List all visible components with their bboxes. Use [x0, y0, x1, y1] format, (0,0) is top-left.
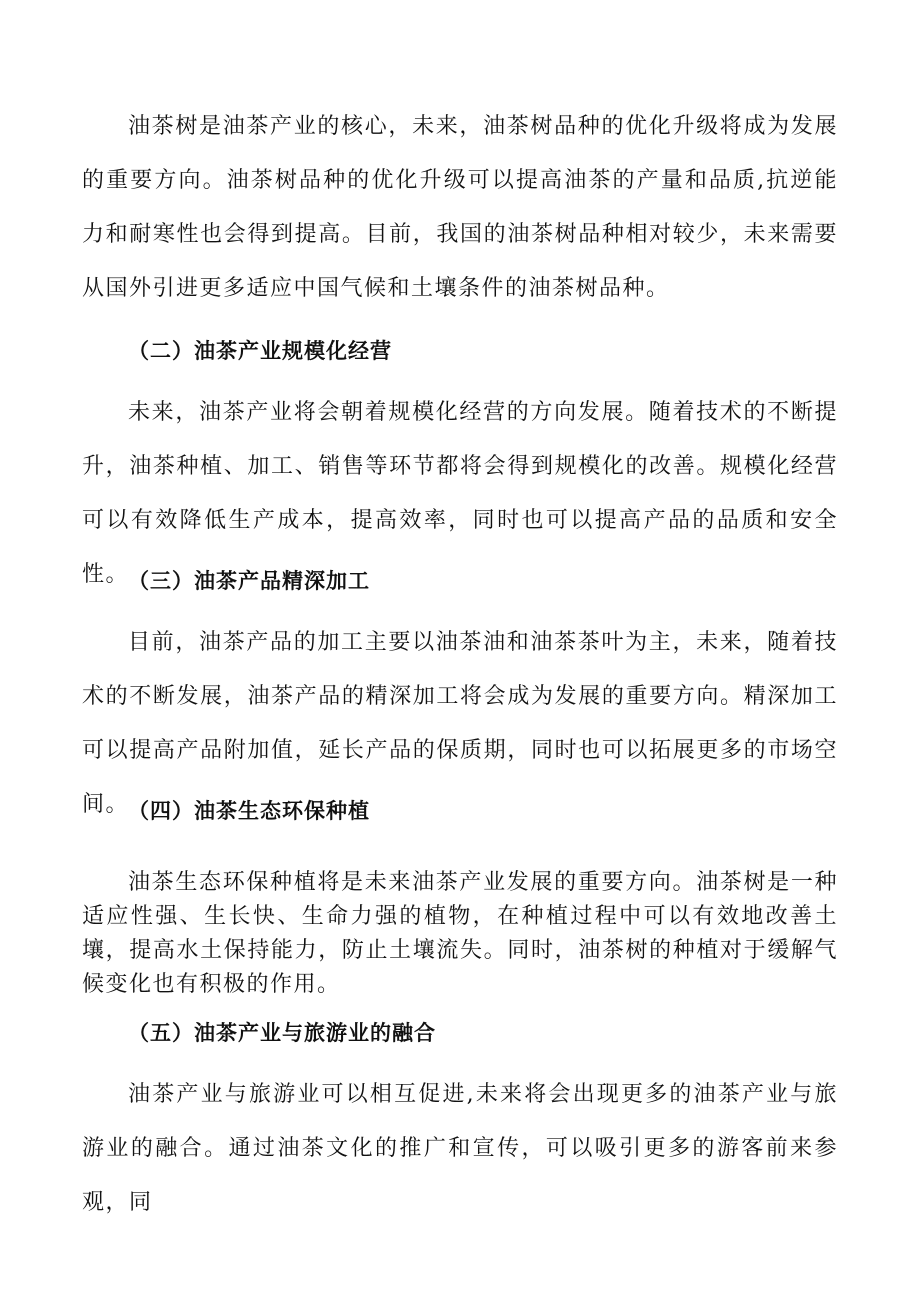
paragraph-variety-upgrade: 油茶树是油茶产业的核心，未来，油茶树品种的优化升级将成为发展的重要方向。油茶树品种的优化升级可以提高油茶的产量和品质,抗逆能力和耐寒性也会得到提高。目前，我国的油茶树品种相对较少，未来需要从国外引进更多适应中国气候和土壤条件的油茶树品种。: [82, 114, 838, 301]
paragraph-eco-planting: 油茶生态环保种植将是未来油茶产业发展的重要方向。油茶树是一种适应性强、生长快、生命力强的植物，在种植过程中可以有效地改善土壤，提高水土保持能力，防止土壤流失。同时，油茶树的种植对于缓解气候变化也有积极的作用。: [82, 870, 838, 997]
paragraph-deep-processing: 目前，油茶产品的加工主要以油茶油和油茶茶叶为主，未来，随着技术的不断发展，油茶产品的精深加工将会成为发展的重要方向。精深加工可以提高产品附加值，延长产品的保质期，同时也可以拓展更多的市场空间。: [82, 630, 838, 817]
section-heading-5: （五）油茶产业与旅游业的融合: [128, 1020, 436, 1045]
section-heading-2: （二）油茶产业规模化经营: [128, 338, 392, 363]
paragraph-tourism-integration: 油茶产业与旅游业可以相互促进,未来将会出现更多的油茶产业与旅游业的融合。通过油茶文化的推广和宣传，可以吸引更多的游客前来参观，同: [82, 1082, 838, 1215]
paragraph-scale-operation: 未来，油茶产业将会朝着规模化经营的方向发展。随着技术的不断提升，油茶种植、加工、销售等环节都将会得到规模化的改善。规模化经营可以有效降低生产成本，提高效率，同时也可以提高产品的品质和安全性。: [82, 400, 838, 587]
section-heading-3: （三）油茶产品精深加工: [128, 568, 370, 593]
section-heading-4: （四）油茶生态环保种植: [128, 798, 370, 823]
